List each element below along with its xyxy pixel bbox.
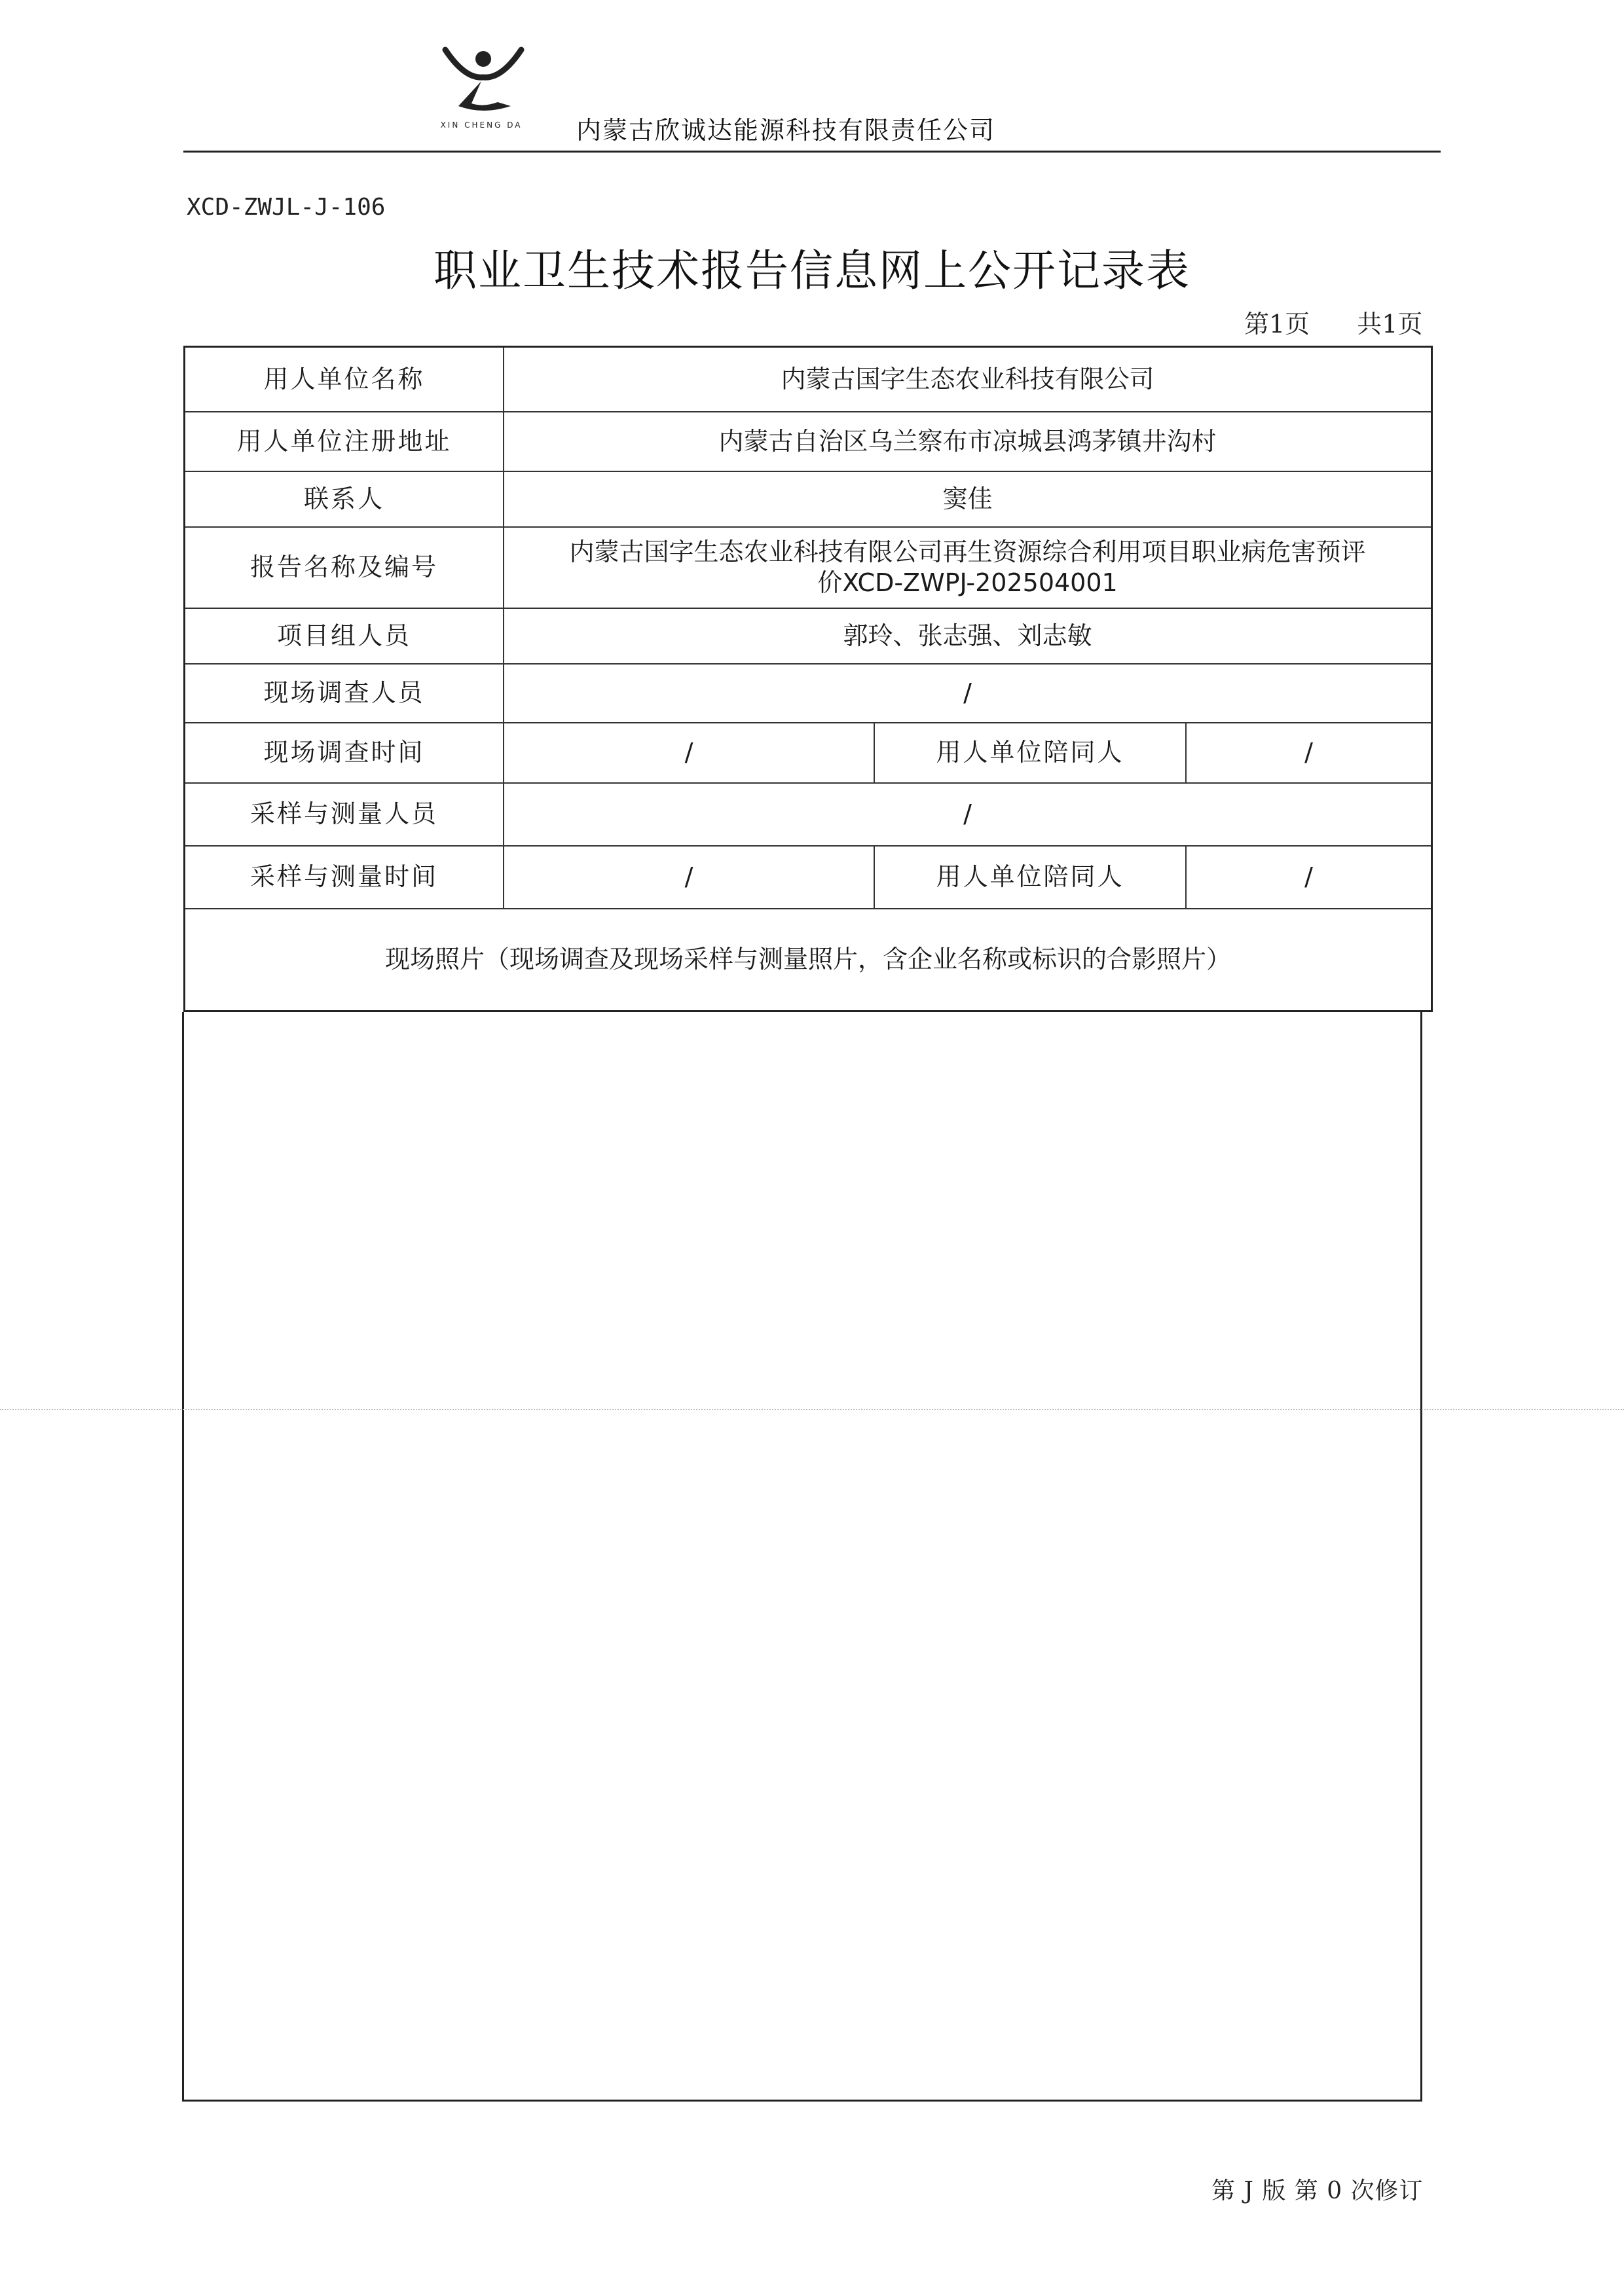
sampling-time-value: /: [504, 847, 875, 908]
row-survey-staff: [185, 665, 1431, 723]
record-form: [183, 346, 1433, 1012]
row-survey-time: [185, 723, 1431, 784]
row-employer-address: [185, 412, 1431, 472]
employer-address-value: 内蒙古自治区乌兰察布市凉城县鸿茅镇井沟村: [718, 426, 1217, 456]
team-label: 项目组人员: [185, 609, 504, 663]
company-logo: [419, 43, 544, 135]
team-value: 郭玲、张志强、刘志敏: [843, 621, 1092, 650]
logo-text: XIN CHENG DA: [440, 120, 523, 130]
sampling-time-label: 采样与测量时间: [185, 847, 504, 908]
row-report: [185, 528, 1431, 609]
row-photos-caption: [185, 909, 1431, 1012]
sampling-escort-value: /: [1304, 862, 1313, 892]
page-info: [1244, 304, 1422, 340]
scan-artifact-line: [0, 1409, 1624, 1410]
report-label: 报告名称及编号: [185, 528, 504, 608]
revision-footer: 第 J 版 第 0 次修订: [1211, 2178, 1424, 2204]
report-name-line1: 内蒙古国字生态农业科技有限公司再生资源综合利用项目职业病危害预评: [569, 537, 1366, 566]
page-title: 职业卫生技术报告信息网上公开记录表: [434, 246, 1190, 296]
photo-area: [182, 1012, 1422, 2102]
report-name-line2: 价XCD-ZWPJ-202504001: [817, 568, 1118, 597]
survey-time-value: /: [504, 723, 875, 782]
row-employer-name: [185, 348, 1431, 412]
row-sampling-time: [185, 847, 1431, 909]
survey-escort-value: /: [1304, 738, 1313, 767]
survey-staff-value: /: [963, 678, 972, 708]
survey-time-label: 现场调查时间: [185, 723, 504, 782]
contact-value: 窦佳: [942, 484, 993, 513]
page-current: 第1页: [1244, 310, 1310, 338]
contact-label: 联系人: [185, 472, 504, 526]
survey-escort-label: 用人单位陪同人: [875, 723, 1187, 782]
company-name: 内蒙古欣诚达能源科技有限责任公司: [576, 116, 996, 145]
sampling-staff-value: /: [963, 799, 972, 829]
employer-name-value: 内蒙古国字生态农业科技有限公司: [781, 364, 1154, 393]
employer-name-label: 用人单位名称: [185, 348, 504, 411]
survey-staff-label: 现场调查人员: [185, 665, 504, 722]
document-code: XCD-ZWJL-J-106: [187, 194, 386, 221]
sampling-staff-label: 采样与测量人员: [185, 784, 504, 845]
row-team: [185, 609, 1431, 665]
sampling-escort-label: 用人单位陪同人: [875, 847, 1187, 908]
page-total: 共1页: [1357, 310, 1423, 338]
header-divider: [183, 151, 1441, 153]
row-sampling-staff: [185, 784, 1431, 847]
employer-address-label: 用人单位注册地址: [185, 412, 504, 471]
row-contact: [185, 472, 1431, 528]
report-value: [504, 528, 1431, 608]
photos-caption: 现场照片（现场调查及现场采样与测量照片，含企业名称或标识的合影照片）: [384, 945, 1231, 974]
logo-icon: [419, 43, 544, 122]
